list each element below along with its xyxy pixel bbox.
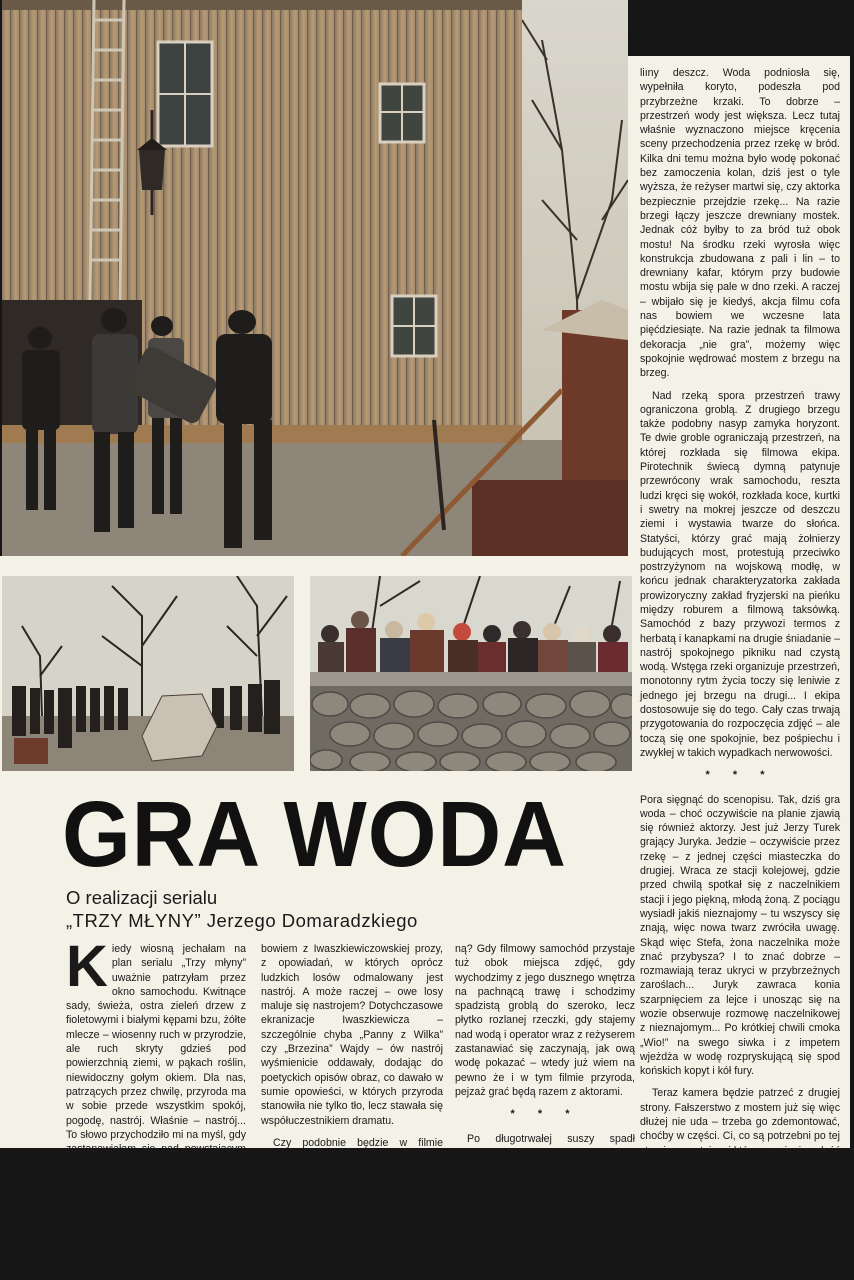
right-column-text — [640, 66, 840, 1280]
section-separator: * * * — [705, 769, 775, 782]
stone-wall-stones — [310, 691, 632, 771]
subtitle-line-2: „TRZY MŁYNY” Jerzego Domaradzkiego — [66, 910, 418, 931]
paragraph: Nad rzeką spora przestrzeń trawy ograniczona groblą. Z drugiego brzegu także podobny nasyp zamyka horyzont. Te dwie groble ograniczają przestrzeń, na której rozkłada się filmowa ekipa. Pirotechnik świecą dymną patynuje przewrócony wrak samochodu, reszta ludzi kręci się wokół, rozkłada koce, kurtki i swetry na mokrej jeszcze od deszczu ziemi i wystawia twarze do słońca. Statyści, którzy grać mają żołnierzy budujących most, protestują przeciwko postrzyżynom na wojskową modłę, w końcu jednak charakteryzatorka zakłada prowizoryczny zakład fryzjerski na pieńku między roburem a filmową taksówką. Samochód z bazy przywozi termos z herbatą i kanapkami na drugie śniadanie – nastrój spokojnego pikniku nad czystą wodą. Wstęga rzeki organizuje przestrzeń, monotonny rytm życia toczy się leniwie z jednego jej brzegu na drugi... I ekipa dostosowuje się do tego. Cały czas trwają przygotowania do rozpoczęcia zdjęć – ale toczą się one spokojnie, bez pośpiechu i zwykłej w takich wypadkach nerwowości. — [640, 389, 840, 759]
subtitle-line-1: O realizacji serialu — [66, 887, 218, 908]
film-crew-field-illustration — [2, 576, 294, 771]
paragraph: Czy podobnie będzie w filmie Jerzego Domaradzkiego, tym właśnie, którego kolejne sceny za chwilę powsta- — [261, 1136, 443, 1192]
drop-cap: K — [66, 934, 108, 999]
paragraph: Po długotrwałej suszy spadł wreszcie przed paroma dniami pierwszy so- — [455, 1132, 635, 1174]
headline: GRA WODA — [62, 782, 567, 886]
paragraph: Teraz kamera będzie patrzeć z drugiej strony. Fałszerstwo z mostem już się więc dłużej nie uda – trzeba go zdemontować, choćby w części. Ci, co są potrzebni po tej stronie – zostają, ci którzy powinni znaleźć się za wodą – przechodzą. Teraz naprawdę dzieli nas koryto rzeki i pas wody, słowa między brzegami biegną przez tubę. Jakaś dziewczynka – statystka – ma w czasie ujęcia przechodzić przez rzekę, zabiera się do tego nie bez wahania, bo woda zimna, zdejmuje buty i skarpetki i powoli, coraz głębiej, aż — [640, 1087, 840, 1272]
bottom-column-1 — [66, 934, 246, 1193]
bottom-left-photo — [2, 576, 294, 771]
paragraph: ną? Gdy filmowy samochód przystaje tuż obok miejsca zdjęć, gdy wychodzimy z jego dusznego wnętrza na pachnącą trawę i schodzimy spadzistą groblą do szeroko, lecz płytko rozlanej rzeczki, gdy stajemy nad wodą i operator wraz z reżyserem zastanawiać się zaczynają, jak ową wodę pokazać – wtedy już wiem na pewno że i w tym filmie przyroda, pejzaż grać będą razem z aktorami. — [455, 943, 635, 1098]
wooden-building-film-set-illustration — [2, 0, 628, 556]
bottom-right-photo — [310, 576, 632, 771]
women-behind-stone-wall-illustration — [310, 576, 632, 771]
paragraph: Pora sięgnąć do scenopisu. Tak, dziś gra woda – choć oczywiście na planie zjawią się również aktorzy. Jest już Jerzy Turek grający Juryka. Jedzie – oczywiście przez rzekę – z jednej części miasteczka do drugiej. Wraca ze stacji kolejowej, gdzie przed chwilą spotkał się z naczelnikiem stacji i jego piękną, młodą żoną. Z pociągu wysiadł jakiś nieznajomy – tu wszyscy się znają, więc nowa twarz zwróciła uwagę. Skąd więc Stefa, żona naczelnika może znać przybysza? I to znać dobrze – rozmawiają teraz ukryci w przybrzeżnych zaroślach... Juryk zawraca konia szarpnięciem za lejce i unosząc się na wozie obserwuje rozmowę naczelnikowej z nieznajomym... Po krótkiej chwili cmoka „Wio!” na swego siwka i z impetem wjeżdża w wodę rozpryskującą się spod końskich kopyt i kół fury. — [640, 793, 840, 1078]
intro-paragraph — [66, 934, 246, 1185]
intro-text: iedy wiosną jechałam na plan serialu „Trzy młyny” uważnie patrzyłam przez okno samochodu. Kwitnące sady, świeża, ostra zieleń drzew z fioletowymi i białymi kępami bzu, żółte mlecze – wiosenny ruch w przyrodzie, ale ruch skryty gdzieś pod powierzchnią ziemi, w pąkach roślin, niewidoczny gołym okiem. Dla nas, patrzących przez chwilę, przyroda ma w sobie przede wszystkim spokój, pogodę, nastrój. Właśnie – nastrój... To słowo przychodziło mi na myśl, gdy zastanawiałam się nad powstającym właśnie filmem. Scenariusz „Trzech młynów” wyrósł — [66, 943, 246, 1184]
top-photo — [2, 0, 628, 556]
paragraph: bowiem z Iwaszkiewiczowskiej prozy, z opowiadań, w których oprócz ludzkich losów odmalowany jest nastrój. A może raczej – owe losy maluje się nastrojem? Dotychczasowe ekranizacje Iwaszkiewicza – szczególnie chyba „Panny z Wilka” czy „Brzezina” Wajdy – ów nastrój wyśmienicie oddawały, dodając do poetyckich opisów obraz, co dawało w sumie opowieści, w których przyroda stanowiła nie tylko tło, lecz stawała się współuczestnikiem dramatu. — [261, 943, 443, 1127]
section-separator: * * * — [510, 1108, 580, 1121]
bottom-column-2 — [261, 942, 443, 1201]
paragraph: liıny deszcz. Woda podniosła się, wypełniła koryto, podeszła pod przybrzeżne krzaki. To dobrze – przestrzeń wody jest większa. Lecz tutaj właśnie wyznaczono miejsce kręcenia sceny przechodzenia przez rzekę w bród. Kilka dni temu można było wodę pokonać bez zamoczenia kolan, dziś jest o tyle wyższa, że reżyser martwi się, czy aktorka bezpiecznie przejdzie rzekę... Na razie brzegi łączy jeszcze drewniany mostek. Jednak cóż byłby to za bród tuż obok mostu! Na środku rzeki wyrosła więc konstrukcja zbudowana z pali i lin – to drewniany kafar, którym przy budowie mostu wbija się pale w dno rzeki. A raczej – wbijało się je kiedyś, akcja filmu cofa nas bowiem we wczesne lata pięćdziesiąte. Na razie jednak ta filmowa dekoracja „nie gra”, możemy więc spokojnie wędrować mostem z brzegu na brzeg. — [640, 67, 840, 380]
bottom-column-3 — [455, 942, 635, 1182]
